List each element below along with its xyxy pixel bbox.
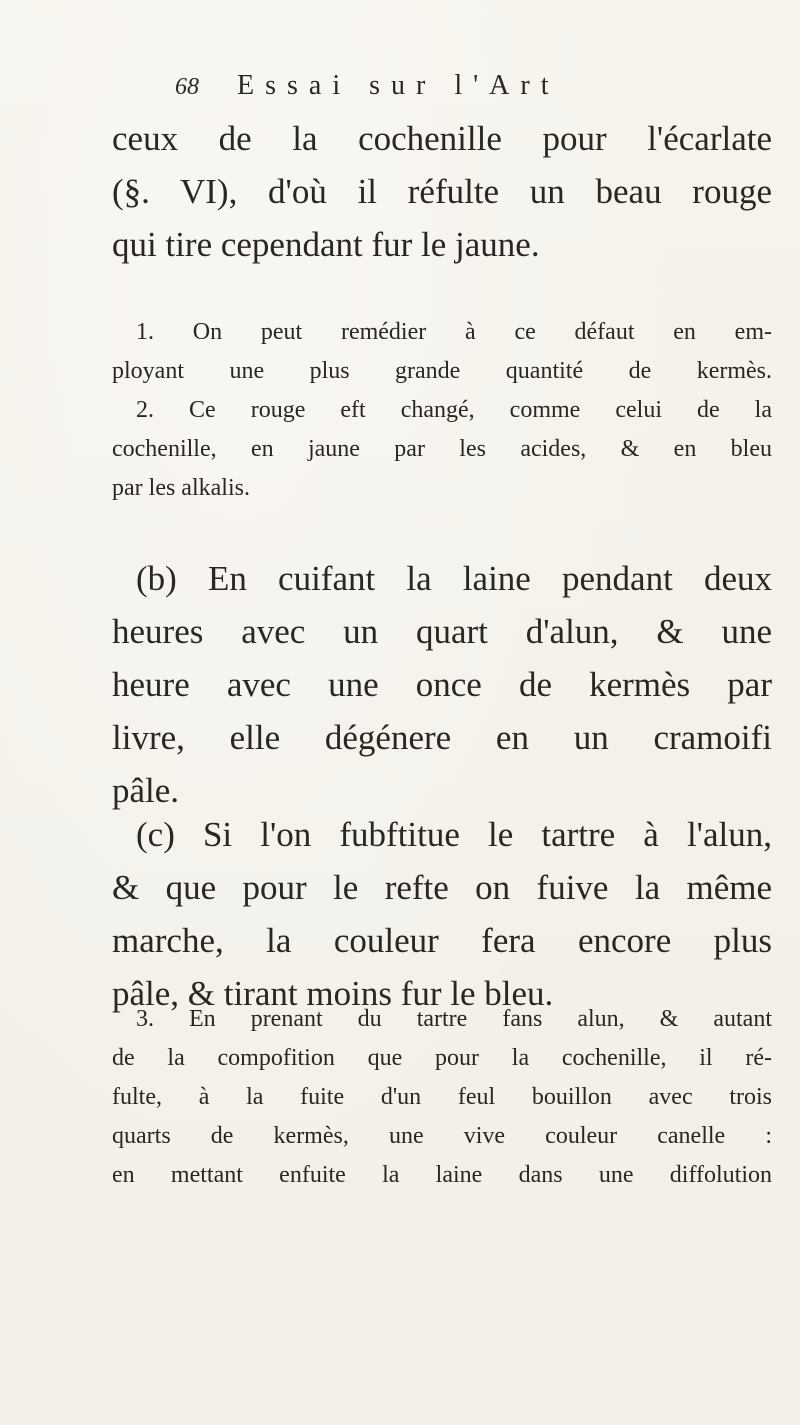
- text-line: ployant une plus grande quantité de kermès.: [112, 358, 772, 384]
- text-line: (§. VI), d'où il réfulte un beau rouge: [112, 172, 772, 211]
- paragraph-b: [112, 552, 772, 817]
- text-line: en mettant enfuite la laine dans une diffolution: [112, 1162, 772, 1188]
- text-line: livre, elle dégénere en un cramoifi: [112, 718, 772, 757]
- text-line: 3. En prenant du tartre fans alun, & autant: [136, 1006, 772, 1032]
- text-line: & que pour le refte on fuive la même: [112, 868, 772, 907]
- page-header: [175, 70, 559, 102]
- text-line: pâle, & tirant moins fur le bleu.: [112, 974, 554, 1013]
- text-line: 1. On peut remédier à ce défaut en em-: [136, 319, 772, 345]
- text-line: qui tire cependant fur le jaune.: [112, 225, 540, 264]
- paragraph-c: [112, 808, 772, 1020]
- text-line: cochenille, en jaune par les acides, & en bleu: [112, 436, 772, 462]
- note-1-2: [112, 313, 772, 508]
- text-line: 2. Ce rouge eft changé, comme celui de la: [136, 397, 772, 423]
- text-line: ceux de la cochenille pour l'écarlate: [112, 119, 772, 158]
- text-line: de la compofition que pour la cochenille, il ré-: [112, 1045, 772, 1071]
- text-line: par les alkalis.: [112, 475, 250, 501]
- text-line: (c) Si l'on fubftitue le tartre à l'alun,: [136, 815, 772, 854]
- text-line: quarts de kermès, une vive couleur canelle :: [112, 1123, 772, 1149]
- running-head: Essai sur l'Art: [237, 70, 560, 101]
- text-line: fulte, à la fuite d'un feul bouillon avec trois: [112, 1084, 772, 1110]
- text-line: (b) En cuifant la laine pendant deux: [136, 559, 772, 598]
- page-number: 68: [175, 74, 199, 100]
- text-line: heures avec un quart d'alun, & une: [112, 612, 772, 651]
- note-3: [112, 1000, 772, 1195]
- text-line: pâle.: [112, 771, 180, 810]
- paragraph-continuation: [112, 112, 772, 271]
- text-line: marche, la couleur fera encore plus: [112, 921, 772, 960]
- text-line: heure avec une once de kermès par: [112, 665, 772, 704]
